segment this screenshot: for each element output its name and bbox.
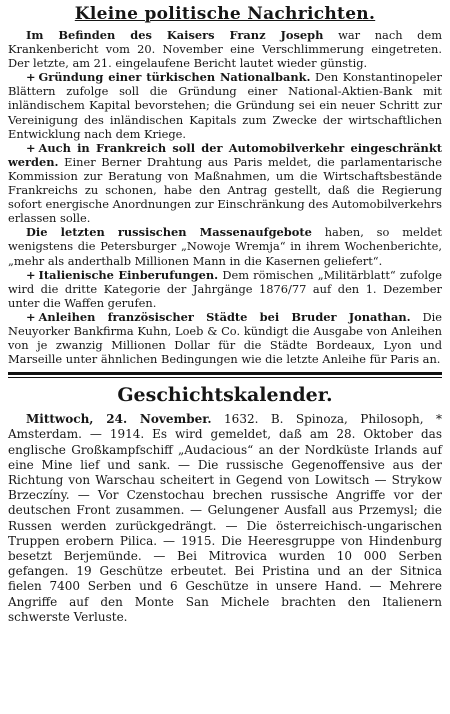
news-item-lead: Gründung einer türkischen Nationalbank. — [38, 70, 311, 85]
section-divider — [8, 372, 442, 378]
news-item-massenaufgebote — [8, 225, 442, 267]
calendar-entry — [8, 412, 442, 625]
news-item-text: Den Konstantinopeler Blättern zufolge soll die Gründung einer National-Aktien-Bank mit inländischem Kapital bevorstehen; die Gründung sei ein neuer Schritt zur Vereinigung des inländischen Kapitals zum Zwecke der wirtschaftlichen Entwicklung nach dem Kriege. — [8, 70, 442, 141]
news-item-automobil — [8, 141, 442, 226]
news-item-kaiser — [8, 28, 442, 70]
news-item-nationalbank — [8, 70, 442, 140]
news-item-text: war nach dem Krankenbericht vom 20. November eine Verschlimmerung eingetreten. Der letzte, am 21. eingelaufene Bericht lautet wieder günstig. — [8, 28, 443, 71]
news-item-lead: Italienische Einberufungen. — [38, 267, 219, 282]
news-item-einberufungen — [8, 268, 442, 310]
section-heading-calendar: Geschichtskalender. — [117, 384, 333, 407]
news-item-lead: Im Befinden des Kaisers Franz Joseph — [26, 28, 324, 42]
news-item-text: Die Neuyorker Bankfirma Kuhn, Loeb & Co. kündigt die Ausgabe von Anleihen von je zwanzig Millionen Dollar für die Städte Bordeaux, Lyon und Marseille unter ähnlichen Bedingungen wie die letzte Anleihe für Paris an. — [8, 309, 442, 367]
news-item-text: Dem römischen „Militärblatt“ zufolge wird die dritte Kategorie der Jahrgänge 1876/77 auf den 1. Dezember unter die Waffen gerufen. — [8, 267, 443, 310]
section-heading-politics: Kleine politische Nachrichten. — [74, 4, 376, 24]
news-item-text: Einer Berner Drahtung aus Paris meldet, die parlamentarische Kommission zur Beratung von Maßnahmen, um die Wirtschaftsbestände Frankreichs zu schonen, habe den Antrag gestellt, daß die Regierung sofort energische Anordnungen zur Einschränkung des Automobilverkehrs erlassen solle. — [8, 154, 442, 226]
calendar-date: Mittwoch, 24. November. — [26, 412, 212, 427]
plus-marker: + — [26, 309, 36, 324]
plus-marker: + — [26, 140, 36, 155]
plus-marker: + — [26, 267, 36, 282]
news-item-text: haben, so meldet wenigstens die Petersburger „Nowoje Wremja“ in ihrem Wochenberichte, „mehr als anderthalb Millionen Mann in die Kasernen geliefert“. — [8, 225, 442, 268]
plus-marker: + — [26, 70, 36, 85]
news-item-lead: Auch in Frankreich soll der Automobilverkehr eingeschränkt werden. — [8, 140, 442, 169]
calendar-text: 1632. B. Spinoza, Philosoph, * Amsterdam. — 1914. Es wird gemeldet, daß am 28. Oktober das englische Großkampfschiff „Audacious“ an der Nordküste Irlands auf eine Mine lief und sank. — Die russische Gegenoffensive aus der Richtung von Warschau scheitert in Gegend von Lowitsch — Strykow Brzeczíny. — Vor Czenstochau brechen russische Angriffe vor der deutschen Front zusammen. — Gelungener Ausfall aus Przemysl; die Russen werden zurückgedrängt. — Die österreichisch-ungarischen Truppen erobern Pilica. — 1915. Die Heeresgruppe von Hindenburg besetzt Berjemünde. — Bei Mitrovica wurden 10 000 Serben gefangen. 19 Geschütze erbeutet. Bei Pristina und an der Sitnica fielen 7400 Serben und 6 Geschütze in unsere Hand. — Mehrere Angriffe auf den Monte San Michele brachten den Italienern schwerste Verluste. — [8, 412, 443, 624]
news-item-lead: Anleihen französischer Städte bei Bruder Jonathan. — [38, 309, 411, 324]
news-item-lead: Die letzten russischen Massenaufgebote — [26, 225, 312, 240]
news-item-anleihen — [8, 310, 442, 366]
